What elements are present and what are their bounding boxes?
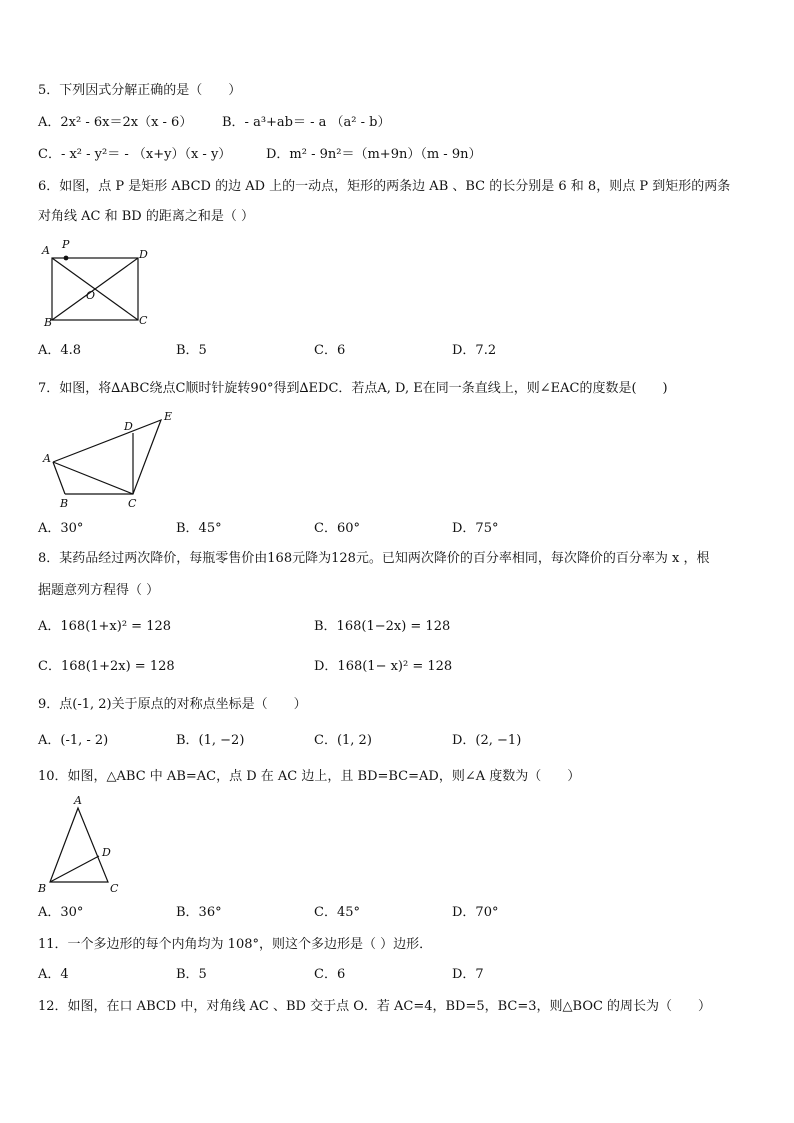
q10-stem: 10．如图，△ABC 中 AB=AC，点 D 在 AC 边上，且 BD=BC=AD，则∠A 度数为（ ） bbox=[38, 769, 581, 784]
q10-option-d: D．70° bbox=[452, 905, 499, 920]
q5-option-d: D．m² - 9n²＝（m+9n）（m - 9n） bbox=[266, 147, 482, 162]
q6-label-b: B bbox=[44, 316, 53, 329]
q6-stem-line2: 对角线 AC 和 BD 的距离之和是（ ） bbox=[38, 209, 254, 224]
q8-option-a: A．168(1+x)² = 128 bbox=[38, 619, 172, 634]
q7-option-a: A．30° bbox=[38, 521, 84, 536]
q6-label-o: O bbox=[86, 289, 96, 302]
q10-option-c: C．45° bbox=[314, 905, 360, 920]
q8-stem-line2: 据题意列方程得（ ） bbox=[38, 583, 160, 598]
q10-option-b: B．36° bbox=[176, 905, 222, 920]
q7-rotation-figure bbox=[38, 408, 188, 512]
q7-option-d: D．75° bbox=[452, 521, 499, 536]
q9-option-a: A．(-1, - 2) bbox=[38, 733, 109, 748]
q7-label-d: D bbox=[124, 420, 133, 433]
q10-label-d: D bbox=[102, 846, 111, 859]
q8-option-c: C．168(1+2x) = 128 bbox=[38, 659, 175, 674]
q7-label-e: E bbox=[164, 410, 173, 423]
q11-option-d: D．7 bbox=[452, 967, 484, 982]
q9-option-b: B．(1, −2) bbox=[176, 733, 245, 748]
q5-option-b: B．- a³+ab＝ - a （a² - b） bbox=[222, 115, 391, 130]
q8-stem-line1: 8．某药品经过两次降价，每瓶零售价由168元降为128元。已知两次降价的百分率相同，每次降价的百分率为 x ，根 bbox=[38, 551, 710, 566]
q6-rectangle-figure bbox=[38, 236, 168, 332]
q10-triangle-figure bbox=[36, 794, 126, 898]
q8-option-b: B．168(1−2x) = 128 bbox=[314, 619, 451, 634]
q6-label-d: D bbox=[139, 248, 148, 261]
q7-label-a: A bbox=[43, 452, 51, 465]
q6-label-a: A bbox=[42, 244, 50, 257]
q10-label-b: B bbox=[38, 882, 47, 895]
q5-option-a: A．2x² - 6x＝2x（x - 6） bbox=[38, 115, 193, 130]
q10-label-a: A bbox=[74, 794, 82, 807]
q7-label-c: C bbox=[128, 497, 137, 510]
q11-option-a: A．4 bbox=[38, 967, 69, 982]
q6-label-c: C bbox=[139, 314, 148, 327]
q7-option-b: B．45° bbox=[176, 521, 222, 536]
q5-stem: 5．下列因式分解正确的是（ ） bbox=[38, 83, 242, 98]
q7-stem: 7．如图，将∆ABC绕点C顺时针旋转90°得到∆EDC．若点A, D, E在同一条直线上，则∠EAC的度数是( ) bbox=[38, 381, 668, 396]
q9-option-c: C．(1, 2) bbox=[314, 733, 372, 748]
q10-option-a: A．30° bbox=[38, 905, 84, 920]
q7-option-c: C．60° bbox=[314, 521, 360, 536]
q6-stem-line1: 6．如图，点 P 是矩形 ABCD 的边 AD 上的一动点，矩形的两条边 AB 、BC 的长分别是 6 和 8，则点 P 到矩形的两条 bbox=[38, 179, 731, 194]
q5-option-c: C．- x² - y²＝ - （x+y）（x - y） bbox=[38, 147, 232, 162]
q6-option-b: B．5 bbox=[176, 343, 207, 358]
q9-option-d: D．(2, −1) bbox=[452, 733, 522, 748]
q6-label-p: P bbox=[62, 238, 70, 251]
q9-stem: 9．点(-1, 2)关于原点的对称点坐标是（ ） bbox=[38, 697, 307, 712]
q11-stem: 11．一个多边形的每个内角均为 108°，则这个多边形是（ ）边形． bbox=[38, 937, 433, 952]
q6-option-a: A．4.8 bbox=[38, 343, 82, 358]
q8-option-d: D．168(1− x)² = 128 bbox=[314, 659, 453, 674]
q10-label-c: C bbox=[110, 882, 119, 895]
q6-option-c: C．6 bbox=[314, 343, 346, 358]
q12-stem: 12．如图，在口 ABCD 中，对角线 AC 、BD 交于点 O．若 AC=4，BD=5，BC=3，则△BOC 的周长为（ ） bbox=[38, 999, 712, 1014]
q6-option-d: D．7.2 bbox=[452, 343, 497, 358]
q11-option-b: B．5 bbox=[176, 967, 207, 982]
q11-option-c: C．6 bbox=[314, 967, 346, 982]
q7-label-b: B bbox=[60, 497, 69, 510]
